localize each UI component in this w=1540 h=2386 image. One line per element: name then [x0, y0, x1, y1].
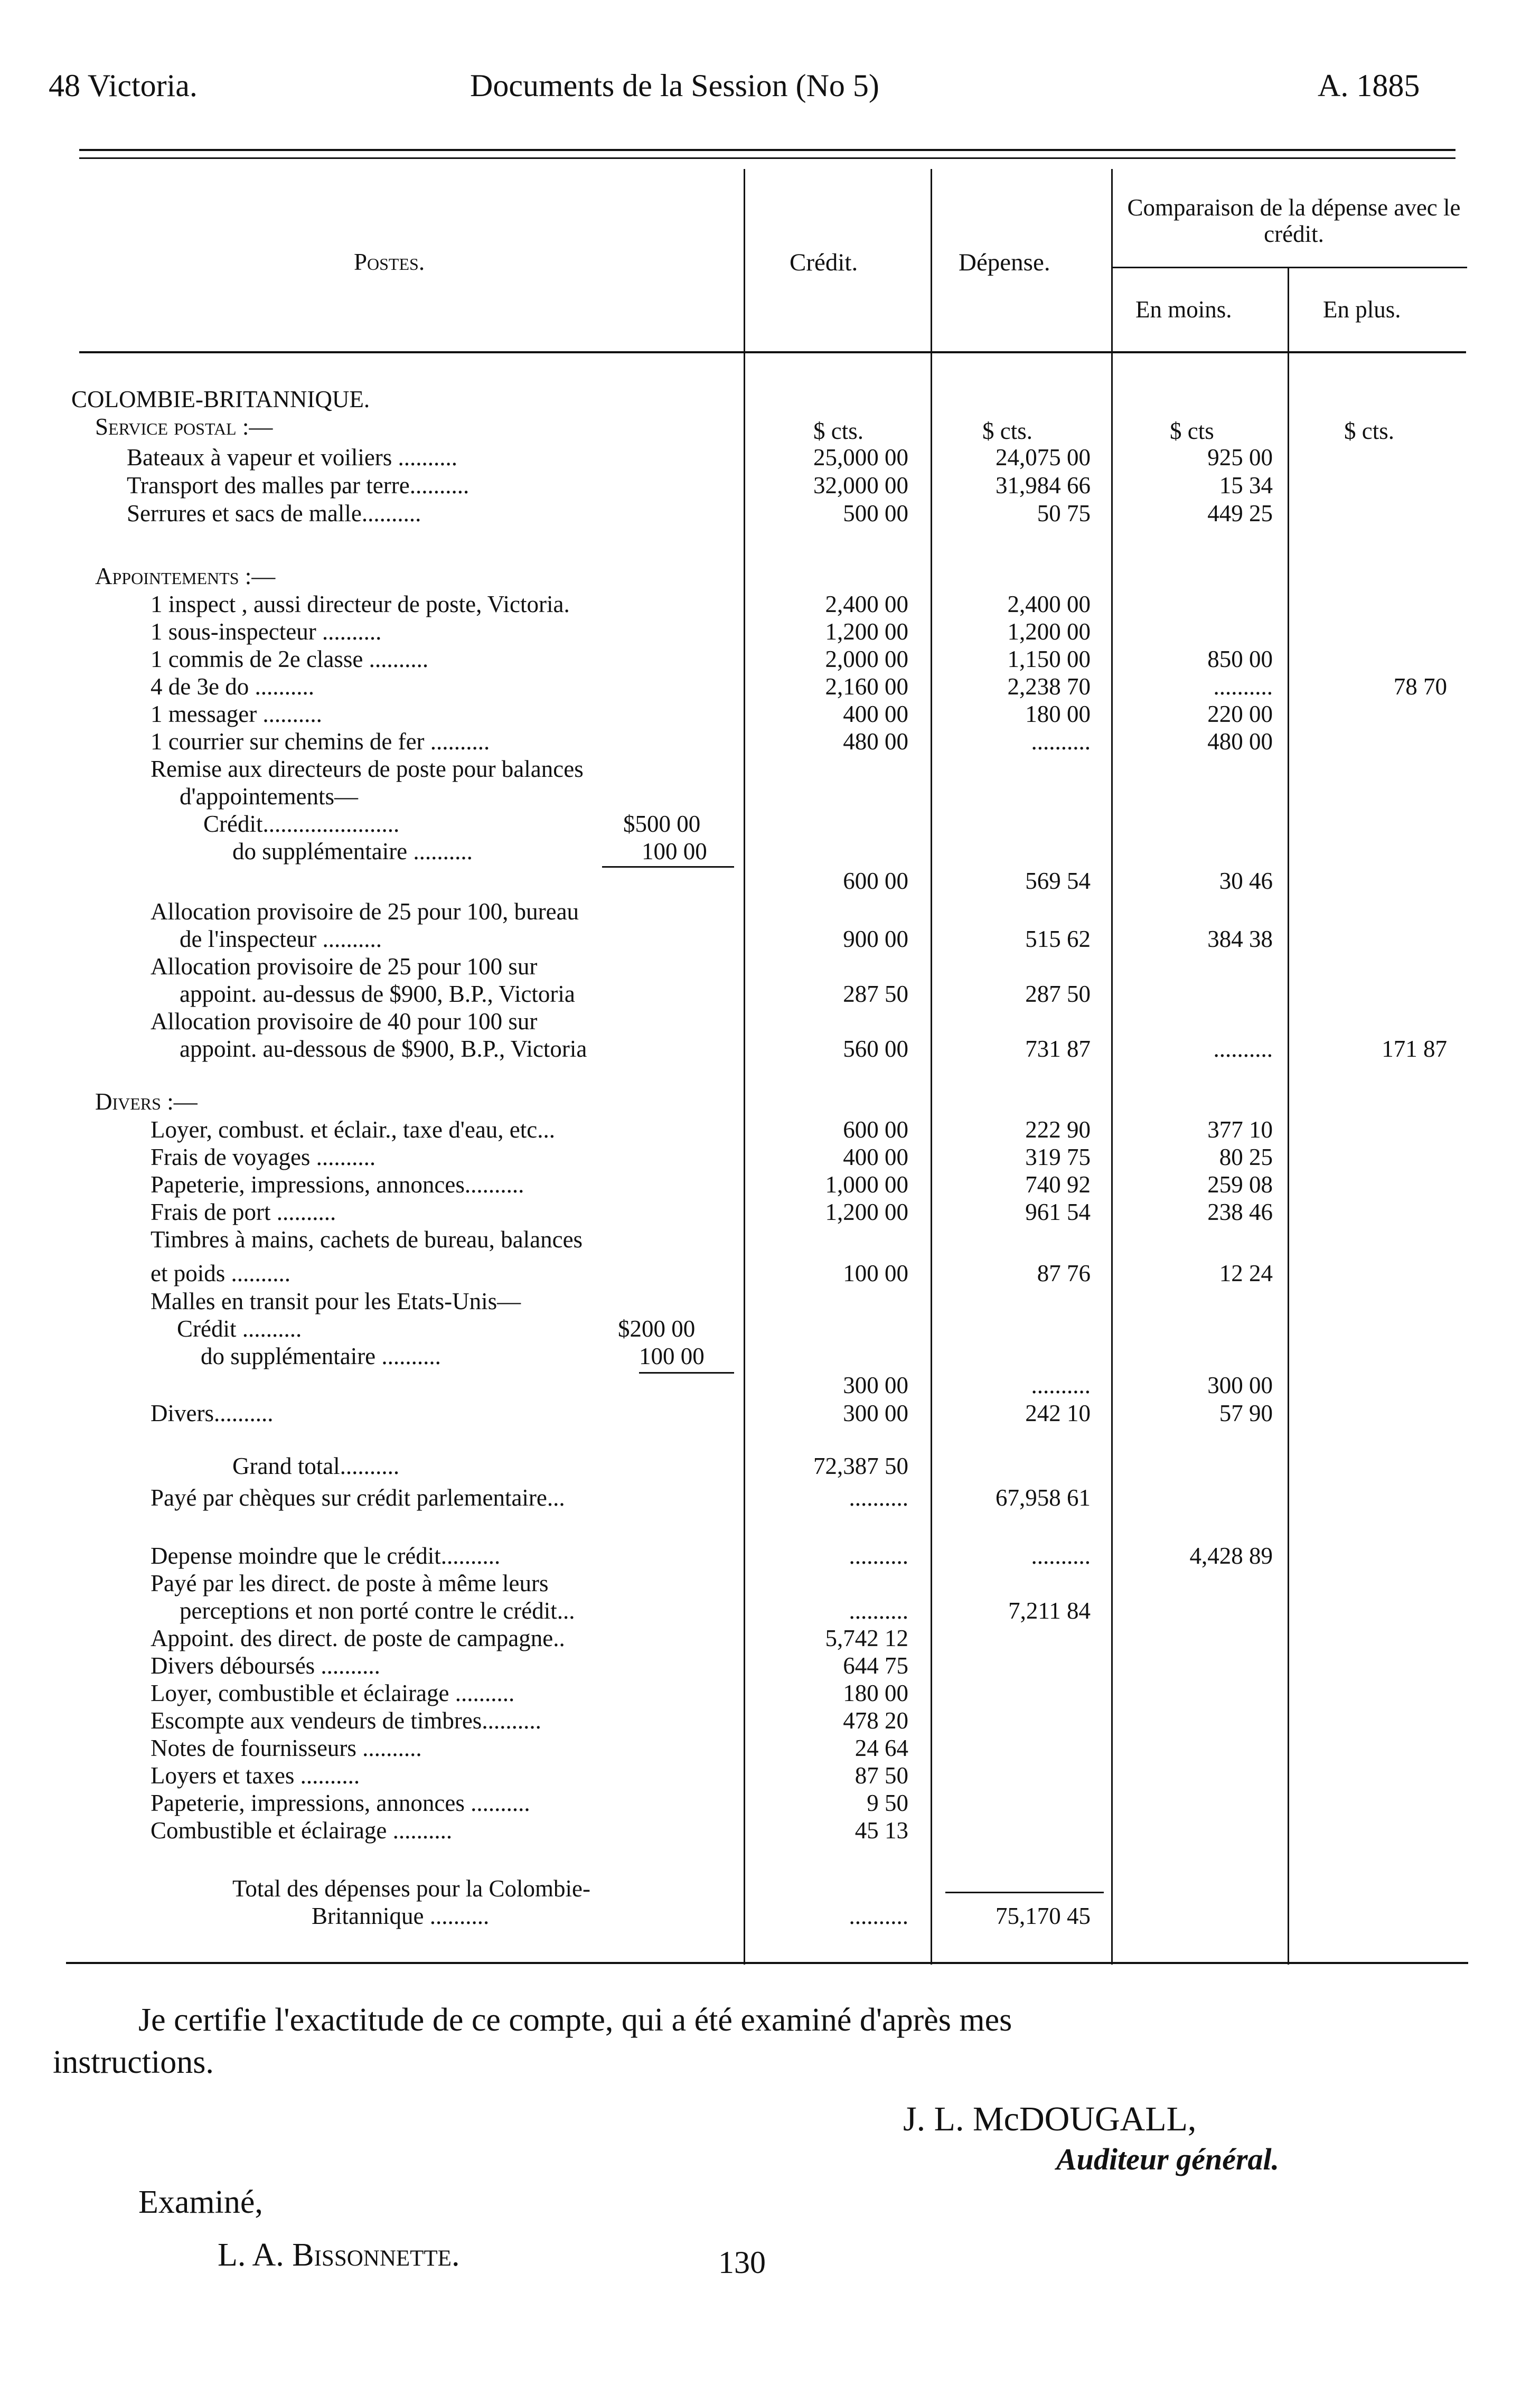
alloc-moins: 384 38 [1207, 926, 1273, 952]
table-bottom-rule [66, 1962, 1468, 1964]
row-label: Transport des malles par terre.......... [127, 472, 469, 499]
timbres-depense: 87 76 [1037, 1260, 1091, 1286]
divers-depense: 961 54 [1025, 1199, 1091, 1225]
malles-depense: .......... [1031, 1372, 1091, 1398]
appoint-moins: 220 00 [1207, 701, 1273, 727]
row-depense: 24,075 00 [996, 444, 1091, 471]
appoint-label: 1 courrier sur chemins de fer .......... [151, 728, 490, 755]
appoint-depense: 1,150 00 [1007, 646, 1091, 672]
malles-line-2: Crédit .......... [177, 1316, 302, 1342]
divers-moins: 377 10 [1207, 1116, 1273, 1143]
row-moins: 449 25 [1207, 500, 1273, 527]
alloc-credit: 900 00 [843, 926, 908, 952]
appoint-depense: 2,238 70 [1007, 673, 1091, 700]
divers-last-moins: 57 90 [1219, 1400, 1273, 1426]
appoint-label: 4 de 3e do .......... [151, 673, 314, 700]
timbres-credit: 100 00 [843, 1260, 908, 1286]
misc-credit: 45 13 [854, 1817, 908, 1844]
divers-label: Frais de voyages .......... [151, 1144, 376, 1170]
examiner-name: L. A. Bissonnette. [218, 2237, 460, 2273]
alloc-credit: 287 50 [843, 981, 908, 1007]
appoint-label: 1 inspect , aussi directeur de poste, Victoria. [151, 591, 570, 617]
misc-credit: 9 50 [867, 1790, 908, 1816]
misc-label: Divers déboursés .......... [151, 1652, 380, 1679]
alloc-line-1: Allocation provisoire de 40 pour 100 sur [151, 1008, 538, 1035]
divers-moins: 238 46 [1207, 1199, 1273, 1225]
grand-total-label: Grand total.......... [232, 1453, 400, 1479]
appoint-depense: 180 00 [1025, 701, 1091, 727]
examine-label: Examiné, [138, 2184, 263, 2220]
alloc-depense: 515 62 [1025, 926, 1091, 952]
malles-moins: 300 00 [1207, 1372, 1273, 1398]
appoint-credit: 1,200 00 [825, 618, 908, 645]
divers-depense: 319 75 [1025, 1144, 1091, 1170]
header-left: 48 Victoria. [49, 68, 198, 103]
appoint-moins: 850 00 [1207, 646, 1273, 672]
divers-credit: 1,000 00 [825, 1171, 908, 1198]
misc-credit: 87 50 [854, 1762, 908, 1789]
signer-name: J. L. McDOUGALL, [903, 2100, 1197, 2138]
misc-label: Appoint. des direct. de poste de campagne.. [151, 1625, 565, 1651]
divers-last-credit: 300 00 [843, 1400, 908, 1426]
malles-line-1: Malles en transit pour les Etats-Unis— [151, 1288, 521, 1314]
malles-credit: 300 00 [843, 1372, 908, 1398]
row-credit: 500 00 [843, 500, 908, 527]
timbres-line-2: et poids .......... [151, 1260, 290, 1286]
col-comparaison: Comparaison de la dépense avec le crédit. [1127, 194, 1461, 247]
col-en-moins: En moins. [1135, 296, 1232, 323]
section-appointements: Appointements :— [95, 563, 276, 589]
remise-line-4: do supplémentaire .......... [232, 838, 473, 865]
row-label: Serrures et sacs de malle.......... [127, 500, 421, 527]
header-right: A. 1885 [1318, 68, 1420, 103]
misc-label: Combustible et éclairage .......... [151, 1817, 453, 1844]
misc-label: Escompte aux vendeurs de timbres.......... [151, 1707, 541, 1734]
header-center: Documents de la Session (No 5) [470, 68, 879, 103]
divers-credit: 600 00 [843, 1116, 908, 1143]
appoint-label: 1 commis de 2e classe .......... [151, 646, 429, 672]
alloc-depense: 731 87 [1025, 1036, 1091, 1062]
province-title: COLOMBIE-BRITANNIQUE. [71, 386, 370, 412]
appoint-credit: 400 00 [843, 701, 908, 727]
remise-line-2: d'appointements— [180, 783, 359, 810]
remise-value-4: 100 00 [642, 838, 707, 865]
paye-direct-line-1: Payé par les direct. de poste à même leurs [151, 1570, 549, 1596]
remise-credit: 600 00 [843, 868, 908, 894]
malles-value-2: $200 00 [618, 1316, 696, 1342]
alloc-line-2: de l'inspecteur .......... [180, 926, 382, 952]
unit-moins: $ cts [1170, 418, 1214, 444]
misc-credit: 24 64 [854, 1735, 908, 1761]
remise-value-3: $500 00 [623, 811, 701, 837]
section-divers: Divers :— [95, 1088, 198, 1115]
divers-label: Loyer, combust. et éclair., taxe d'eau, etc... [151, 1116, 555, 1143]
top-rule-2 [79, 157, 1456, 159]
depense-moindre-credit: .......... [849, 1543, 908, 1569]
appoint-moins: 480 00 [1207, 728, 1273, 755]
remise-line-1: Remise aux directeurs de poste pour balances [151, 756, 584, 782]
appoint-credit: 480 00 [843, 728, 908, 755]
appoint-moins: .......... [1213, 673, 1273, 700]
divers-label: Frais de port .......... [151, 1199, 336, 1225]
total-cb-line-1: Total des dépenses pour la Colombie- [232, 1875, 590, 1902]
divers-depense: 740 92 [1025, 1171, 1091, 1198]
unit-plus: $ cts. [1344, 418, 1394, 444]
divers-last-label: Divers.......... [151, 1400, 274, 1426]
malles-value-3: 100 00 [639, 1343, 705, 1369]
divers-moins: 259 08 [1207, 1171, 1273, 1198]
row-moins: 15 34 [1219, 472, 1273, 499]
top-rule [79, 149, 1456, 151]
certify-line-1: Je certifie l'exactitude de ce compte, qui a été examiné d'après mes [138, 2002, 1012, 2038]
unit-credit: $ cts. [813, 418, 863, 444]
divers-depense: 222 90 [1025, 1116, 1091, 1143]
grand-total-credit: 72,387 50 [813, 1453, 908, 1479]
paye-cheques-label: Payé par chèques sur crédit parlementaire... [151, 1485, 565, 1511]
row-credit: 32,000 00 [813, 472, 908, 499]
alloc-line-1: Allocation provisoire de 25 pour 100, bureau [151, 898, 579, 925]
certify-line-2: instructions. [53, 2044, 214, 2080]
appoint-label: 1 messager .......... [151, 701, 322, 727]
remise-moins: 30 46 [1219, 868, 1273, 894]
remise-line-3: Crédit....................... [203, 811, 400, 837]
appoint-credit: 2,160 00 [825, 673, 908, 700]
page-number: 130 [718, 2245, 766, 2280]
divers-label: Papeterie, impressions, annonces.......... [151, 1171, 524, 1198]
row-credit: 25,000 00 [813, 444, 908, 471]
alloc-moins: .......... [1213, 1036, 1273, 1062]
row-depense: 31,984 66 [996, 472, 1091, 499]
alloc-line-1: Allocation provisoire de 25 pour 100 sur [151, 953, 538, 980]
paye-direct-depense: 7,211 84 [1008, 1598, 1091, 1624]
alloc-line-2: appoint. au-dessus de $900, B.P., Victoria [180, 981, 575, 1007]
timbres-moins: 12 24 [1219, 1260, 1273, 1286]
total-cb-depense: 75,170 45 [996, 1903, 1091, 1929]
depense-moindre-label: Depense moindre que le crédit.......... [151, 1543, 501, 1569]
remise-depense: 569 54 [1025, 868, 1091, 894]
misc-credit: 478 20 [843, 1707, 908, 1734]
appoint-label: 1 sous-inspecteur .......... [151, 618, 382, 645]
divers-credit: 400 00 [843, 1144, 908, 1170]
section-postal: Service postal :— [95, 414, 273, 440]
misc-credit: 644 75 [843, 1652, 908, 1679]
paye-cheques-credit: .......... [849, 1485, 908, 1511]
total-cb-credit: .......... [849, 1903, 908, 1929]
appoint-depense: 1,200 00 [1007, 618, 1091, 645]
misc-credit: 180 00 [843, 1680, 908, 1706]
depense-moindre-moins: 4,428 89 [1189, 1543, 1273, 1569]
misc-label: Loyers et taxes .......... [151, 1762, 360, 1789]
divers-moins: 80 25 [1219, 1144, 1273, 1170]
timbres-line-1: Timbres à mains, cachets de bureau, balances [151, 1226, 583, 1253]
header-bottom-rule [79, 351, 1466, 353]
alloc-credit: 560 00 [843, 1036, 908, 1062]
row-depense: 50 75 [1037, 500, 1091, 527]
appoint-depense: .......... [1031, 728, 1091, 755]
misc-label: Loyer, combustible et éclairage .......... [151, 1680, 515, 1706]
row-label: Bateaux à vapeur et voiliers .......... [127, 444, 458, 471]
alloc-line-2: appoint. au-dessous de $900, B.P., Victoria [180, 1036, 587, 1062]
misc-credit: 5,742 12 [825, 1625, 908, 1651]
appoint-depense: 2,400 00 [1007, 591, 1091, 617]
misc-label: Papeterie, impressions, annonces .......... [151, 1790, 530, 1816]
appoint-plus: 78 70 [1393, 673, 1447, 700]
alloc-depense: 287 50 [1025, 981, 1091, 1007]
malles-line-3: do supplémentaire .......... [201, 1343, 441, 1369]
appoint-credit: 2,000 00 [825, 646, 908, 672]
appoint-credit: 2,400 00 [825, 591, 908, 617]
paye-direct-line-2: perceptions et non porté contre le crédit... [180, 1598, 575, 1624]
signer-title: Auditeur général. [1056, 2142, 1280, 2176]
col-en-plus: En plus. [1323, 296, 1401, 323]
col-postes: Postes. [354, 249, 425, 275]
total-cb-line-2: Britannique .......... [312, 1903, 490, 1929]
row-moins: 925 00 [1207, 444, 1273, 471]
misc-label: Notes de fournisseurs .......... [151, 1735, 422, 1761]
alloc-plus: 171 87 [1382, 1036, 1447, 1062]
unit-depense: $ cts. [982, 418, 1032, 444]
depense-moindre-depense: .......... [1031, 1543, 1091, 1569]
col-credit: Crédit. [790, 249, 858, 276]
paye-cheques-depense: 67,958 61 [996, 1485, 1091, 1511]
col-depense: Dépense. [959, 249, 1050, 276]
divers-last-depense: 242 10 [1025, 1400, 1091, 1426]
paye-direct-credit: .......... [849, 1598, 908, 1624]
divers-credit: 1,200 00 [825, 1199, 908, 1225]
